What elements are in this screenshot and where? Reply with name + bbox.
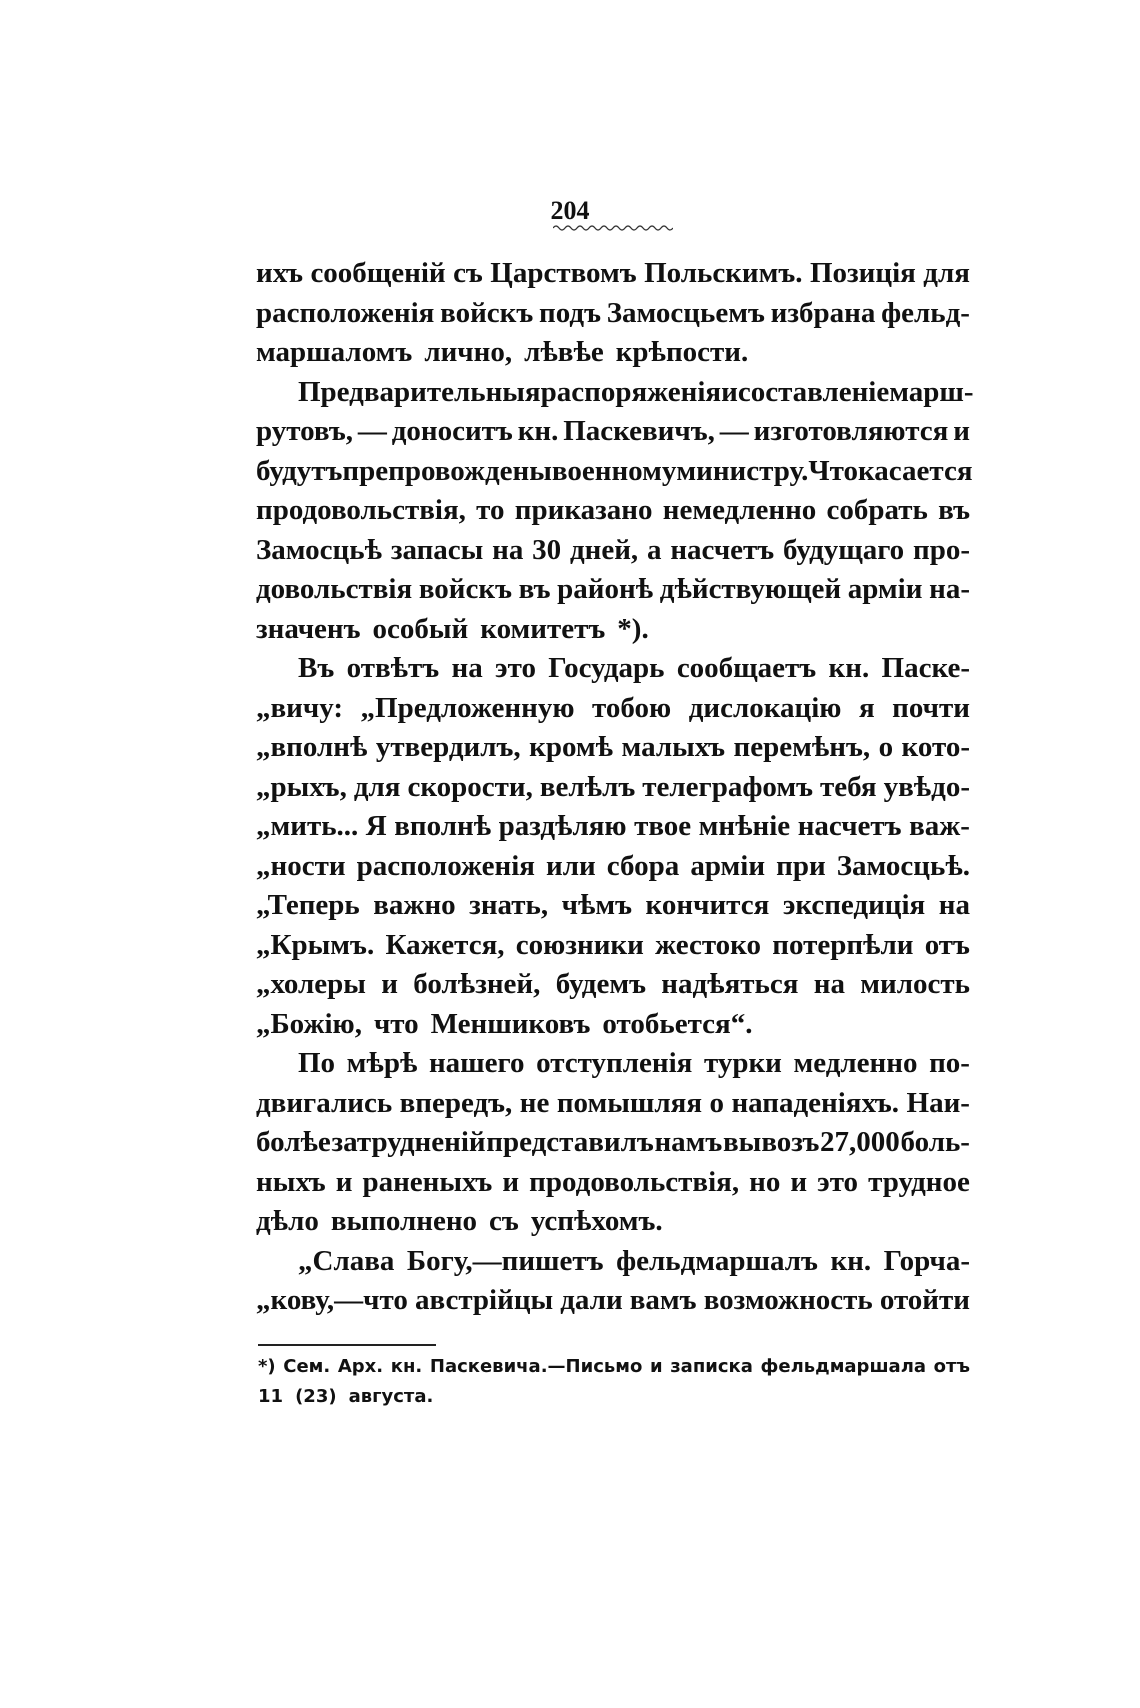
word: почти xyxy=(892,691,970,724)
word: затрудненій xyxy=(331,1126,486,1158)
word: Въ xyxy=(298,652,335,684)
word: продовольствія, xyxy=(256,494,466,526)
word: *). xyxy=(617,612,649,645)
word: это xyxy=(495,652,536,684)
word: — xyxy=(357,415,387,447)
word: сообщаетъ xyxy=(676,652,817,684)
word: арміи xyxy=(847,573,923,605)
word: дней, xyxy=(569,533,639,566)
word: сообщеній xyxy=(310,257,446,289)
word: марш- xyxy=(889,375,974,408)
word: что xyxy=(373,1007,419,1040)
word: не xyxy=(519,1086,550,1119)
word: впередъ, xyxy=(399,1086,513,1119)
word: увѣдо- xyxy=(883,770,970,803)
word: твое xyxy=(634,810,692,842)
word: Наи- xyxy=(906,1086,970,1119)
word: распоряженія xyxy=(540,375,722,408)
word: Что xyxy=(808,454,858,487)
word: но xyxy=(749,1165,781,1198)
word: будемъ xyxy=(555,968,646,1000)
word: записка xyxy=(670,1356,753,1377)
word: въ xyxy=(938,494,970,526)
word: и xyxy=(335,1165,353,1198)
word: Государь xyxy=(548,652,665,684)
body-text xyxy=(256,254,974,1321)
word: Кажется, xyxy=(385,928,505,961)
text-line xyxy=(256,452,973,492)
text-line xyxy=(256,570,970,610)
word: союзники xyxy=(515,928,644,961)
word: чѣмъ xyxy=(561,889,633,921)
text-line xyxy=(256,531,970,571)
word: важно xyxy=(373,889,456,921)
word: министру. xyxy=(676,454,809,487)
word: будущаго xyxy=(783,533,905,566)
word: для xyxy=(923,257,970,289)
text-line xyxy=(256,847,970,887)
footnote xyxy=(258,1352,970,1412)
word: кн. xyxy=(828,652,870,684)
text-line xyxy=(256,1163,970,1203)
word: арміи xyxy=(690,849,766,882)
word: Горча- xyxy=(883,1244,970,1277)
word: про- xyxy=(913,533,970,566)
word: отобьется“. xyxy=(602,1007,753,1040)
word: Арх. xyxy=(337,1356,384,1377)
word: на xyxy=(938,889,970,921)
word: продовольствія, xyxy=(529,1165,740,1198)
word: тобою xyxy=(592,691,672,724)
word: Предварительныя xyxy=(298,375,541,408)
word: лично, xyxy=(424,336,513,368)
text-line xyxy=(256,807,970,847)
word: для xyxy=(353,770,401,803)
word: это xyxy=(817,1165,859,1198)
word: велѣлъ xyxy=(539,770,636,803)
word: „кову,—что xyxy=(256,1284,408,1316)
word: трудное xyxy=(868,1165,970,1198)
word: въ xyxy=(518,573,551,605)
text-line xyxy=(256,768,970,808)
text-line xyxy=(256,333,970,373)
word: съ xyxy=(489,1205,519,1237)
word: отвѣтъ xyxy=(346,652,440,684)
word: — xyxy=(719,415,749,447)
footnote-line xyxy=(258,1382,970,1412)
word: отъ xyxy=(933,1356,970,1377)
word: и xyxy=(502,1165,520,1198)
word: насчетъ xyxy=(670,533,775,566)
word: ихъ xyxy=(256,257,304,289)
word: турки xyxy=(703,1047,782,1079)
word: по- xyxy=(929,1047,970,1079)
word: на- xyxy=(929,573,970,605)
text-line xyxy=(256,294,970,334)
word: утвердилъ, xyxy=(375,731,521,763)
word: По xyxy=(298,1047,336,1079)
word: кромѣ xyxy=(529,731,614,763)
word: (23) xyxy=(295,1386,337,1407)
word: „Предложенную xyxy=(360,691,575,724)
word: тебя xyxy=(820,770,877,803)
word: раненыхъ xyxy=(362,1165,493,1198)
word: военному xyxy=(551,454,677,487)
word: крѣпости. xyxy=(615,336,749,368)
word: будутъ xyxy=(256,454,343,487)
word: телеграфомъ xyxy=(642,770,813,803)
word: „холеры xyxy=(256,968,366,1000)
word: мнѣніе xyxy=(698,810,791,842)
word: 27,000 xyxy=(820,1126,900,1158)
word: двигались xyxy=(256,1086,393,1119)
word: фельд- xyxy=(881,296,970,329)
word: Царствомъ xyxy=(490,257,637,289)
word: насчетъ xyxy=(797,810,902,842)
word: кн. xyxy=(390,1356,423,1377)
footnote-line xyxy=(258,1352,970,1382)
word: скорости, xyxy=(407,770,533,803)
word: боль- xyxy=(900,1126,970,1158)
word: вывозъ xyxy=(723,1126,820,1158)
word: Я xyxy=(365,810,387,842)
word: и xyxy=(953,415,970,447)
word: представилъ xyxy=(486,1126,654,1158)
text-line xyxy=(256,1123,970,1163)
word: „вполнѣ xyxy=(256,731,368,763)
word: важ- xyxy=(909,810,970,842)
word: кн. xyxy=(830,1244,872,1277)
word: при xyxy=(776,849,826,882)
word: австрійцы xyxy=(414,1284,554,1316)
word: районѣ xyxy=(557,573,654,605)
text-line xyxy=(256,965,970,1005)
word: Богу,—пишетъ xyxy=(406,1244,604,1277)
text-line xyxy=(256,728,970,768)
word: войскъ xyxy=(440,296,534,329)
word: „вичу: xyxy=(256,691,343,724)
word: значенъ xyxy=(256,612,361,645)
word: болѣзней, xyxy=(413,968,541,1000)
word: мѣрѣ xyxy=(346,1047,418,1079)
word: болѣе xyxy=(256,1126,331,1158)
word: августа. xyxy=(348,1386,434,1407)
word: 30 xyxy=(532,533,562,566)
word: фельдмаршала xyxy=(760,1356,927,1377)
word: рутовъ, xyxy=(256,415,353,447)
word: Сем. xyxy=(283,1356,331,1377)
text-line xyxy=(256,1281,970,1321)
word: немедленно xyxy=(662,494,817,526)
word: нападеніяхъ. xyxy=(731,1086,900,1119)
word: а xyxy=(647,533,662,566)
word: препровождены xyxy=(342,454,552,487)
word: комитетъ xyxy=(480,612,606,645)
word: перемѣнъ, xyxy=(733,731,871,763)
word: дали xyxy=(560,1284,623,1316)
word: успѣхомъ. xyxy=(530,1205,663,1237)
word: съ xyxy=(453,257,483,289)
word: „мить... xyxy=(256,810,359,842)
word: то xyxy=(476,494,505,526)
word: помышляя xyxy=(556,1086,703,1119)
word: сбора xyxy=(606,849,680,882)
text-line xyxy=(256,926,970,966)
word: особый xyxy=(372,612,469,645)
word: приказано xyxy=(514,494,653,526)
word: Паскевича.—Письмо xyxy=(429,1356,643,1377)
word: кн. xyxy=(517,415,559,447)
word: лѣвѣе xyxy=(524,336,604,368)
word: или xyxy=(546,849,596,882)
word: о xyxy=(709,1086,724,1119)
word: 11 xyxy=(258,1386,284,1407)
word: раздѣляю xyxy=(498,810,627,842)
word: ныхъ xyxy=(256,1165,326,1198)
text-line xyxy=(256,886,970,926)
word: расположенія xyxy=(256,296,435,329)
word: малыхъ xyxy=(621,731,726,763)
word: касается xyxy=(857,454,973,487)
word: медленно xyxy=(793,1047,918,1079)
word: вамъ xyxy=(629,1284,697,1316)
text-line xyxy=(256,491,970,531)
word: Замосцьемъ xyxy=(606,296,765,329)
word: Паскевичъ, xyxy=(563,415,715,447)
text-line xyxy=(256,373,974,413)
word: отойти xyxy=(879,1284,970,1316)
word: намъ xyxy=(654,1126,723,1158)
word: вполнѣ xyxy=(394,810,492,842)
word: войскъ xyxy=(418,573,512,605)
text-line xyxy=(256,1005,970,1045)
word: кончится xyxy=(645,889,770,921)
text-line xyxy=(256,1044,970,1084)
word: доноситъ xyxy=(391,415,513,447)
word: Польскимъ. xyxy=(644,257,803,289)
wavy-ornament xyxy=(553,224,673,232)
word: избрана xyxy=(770,296,876,329)
word: и xyxy=(721,375,738,408)
footnote-divider xyxy=(258,1344,436,1346)
text-line xyxy=(256,1242,970,1282)
word: Паске- xyxy=(881,652,970,684)
word: и xyxy=(381,968,398,1000)
word: кото- xyxy=(901,731,970,763)
word: Позиція xyxy=(809,257,916,289)
word: *) xyxy=(258,1356,276,1377)
word: „Божію, xyxy=(256,1007,362,1040)
word: подъ xyxy=(539,296,601,329)
word: запасы xyxy=(390,533,484,566)
word: и xyxy=(649,1356,663,1377)
text-line xyxy=(256,610,970,650)
word: на xyxy=(492,533,524,566)
word: экспедиція xyxy=(782,889,926,921)
text-line xyxy=(256,649,970,689)
word: дѣло xyxy=(256,1205,319,1237)
word: изготовляются xyxy=(753,415,949,447)
word: Меншиковъ xyxy=(430,1007,591,1040)
word: милость xyxy=(860,968,970,1000)
word: дислокацію xyxy=(688,691,842,724)
word: фельдмаршалъ xyxy=(616,1244,818,1277)
word: о xyxy=(878,731,894,763)
word: надѣяться xyxy=(661,968,799,1000)
word: на xyxy=(813,968,845,1000)
word: Замосцьѣ. xyxy=(836,849,970,882)
word: „рыхъ, xyxy=(256,770,347,803)
text-line xyxy=(256,689,970,729)
word: „Теперь xyxy=(256,889,360,921)
text-line xyxy=(256,1084,970,1124)
word: жестоко xyxy=(655,928,762,961)
word: составленіе xyxy=(737,375,890,408)
word: и xyxy=(790,1165,808,1198)
word: отъ xyxy=(924,928,970,961)
word: на xyxy=(451,652,483,684)
word: возможность xyxy=(703,1284,873,1316)
word: отступленія xyxy=(536,1047,693,1079)
word: нашего xyxy=(428,1047,525,1079)
word: дѣйствующей xyxy=(659,573,842,605)
word: потерпѣли xyxy=(772,928,914,961)
word: „Слава xyxy=(298,1244,395,1277)
word: я xyxy=(858,691,875,724)
text-line xyxy=(256,254,970,294)
page-number: 204 xyxy=(550,196,590,225)
word: маршаломъ xyxy=(256,336,413,368)
text-line xyxy=(256,412,970,452)
word: выполнено xyxy=(330,1205,478,1237)
word: „ности xyxy=(256,849,346,882)
word: „Крымъ. xyxy=(256,928,375,961)
word: довольствія xyxy=(256,573,413,605)
word: знать, xyxy=(469,889,549,921)
word: собрать xyxy=(826,494,928,526)
word: Замосцьѣ xyxy=(256,533,382,566)
text-line xyxy=(256,1202,970,1242)
word: расположенія xyxy=(356,849,535,882)
